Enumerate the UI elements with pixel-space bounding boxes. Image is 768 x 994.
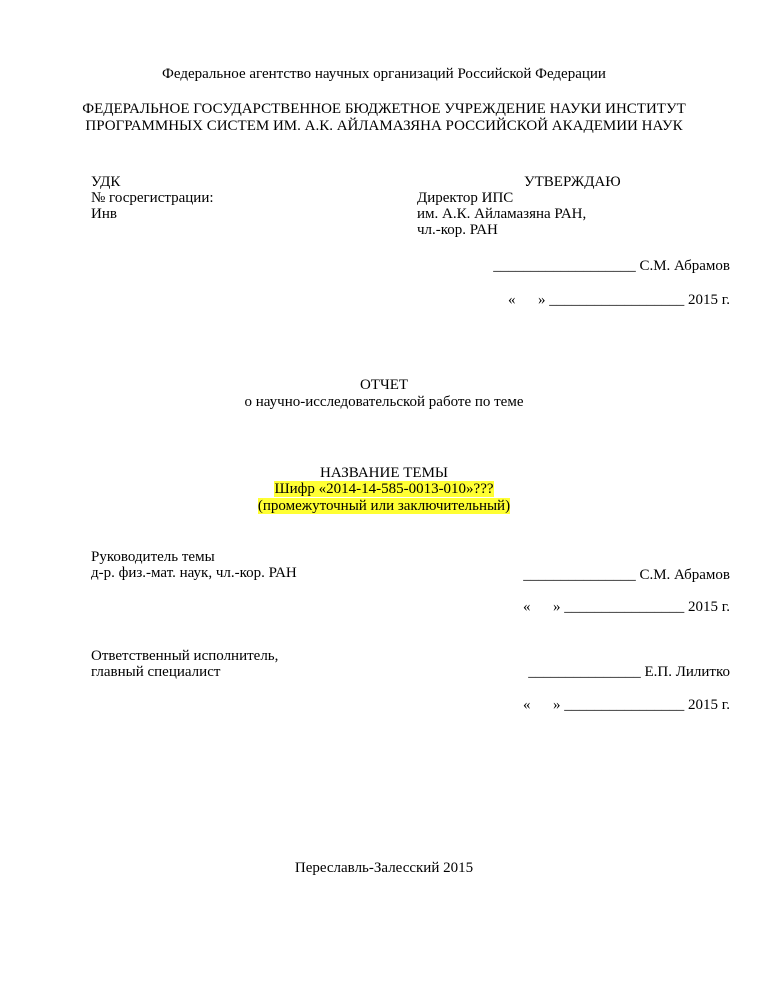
inv-label: Инв — [91, 206, 117, 222]
approve-title: УТВЕРЖДАЮ — [524, 174, 621, 190]
institution-line-1: ФЕДЕРАЛЬНОЕ ГОСУДАРСТВЕННОЕ БЮДЖЕТНОЕ УЧРЕЖДЕНИЕ НАУКИ ИНСТИТУТ — [82, 101, 686, 117]
cipher-code: Шифр «2014-14-585-0013-010»??? — [274, 481, 494, 497]
report-title: ОТЧЕТ — [359, 377, 409, 393]
udk-label: УДК — [91, 174, 121, 190]
head-role: Руководитель темы — [91, 549, 215, 565]
stage-row — [0, 498, 768, 515]
topic-name: НАЗВАНИЕ ТЕМЫ — [319, 465, 449, 481]
head-signature: _______________ С.М. Абрамов — [523, 567, 730, 583]
cipher-row — [0, 481, 768, 498]
agency-name: Федеральное агентство научных организаций Российской Федерации — [162, 66, 606, 82]
report-subtitle: о научно-исследовательской работе по теме — [244, 394, 524, 410]
footer-city-year: Переславль-Залесский 2015 — [294, 860, 474, 876]
approve-rank: чл.-кор. РАН — [417, 222, 498, 238]
executor-role: Ответственный исполнитель, — [91, 648, 279, 664]
approve-signature: ___________________ С.М. Абрамов — [493, 258, 730, 274]
institution-line-2: ПРОГРАММНЫХ СИСТЕМ ИМ. А.К. АЙЛАМАЗЯНА РОССИЙСКОЙ АКАДЕМИИ НАУК — [85, 118, 683, 134]
executor-position: главный специалист — [91, 664, 221, 680]
head-degree: д-р. физ.-мат. наук, чл.-кор. РАН — [91, 565, 297, 581]
executor-date: « » ________________ 2015 г. — [523, 697, 730, 713]
registration-label: № госрегистрации: — [91, 190, 214, 206]
head-date: « » ________________ 2015 г. — [523, 599, 730, 615]
executor-signature: _______________ Е.П. Лилитко — [528, 664, 730, 680]
approve-position: Директор ИПС — [417, 190, 514, 206]
approve-institute: им. А.К. Айламазяна РАН, — [417, 206, 587, 222]
report-stage: (промежуточный или заключительный) — [257, 498, 511, 514]
approve-date: « » __________________ 2015 г. — [508, 292, 730, 308]
